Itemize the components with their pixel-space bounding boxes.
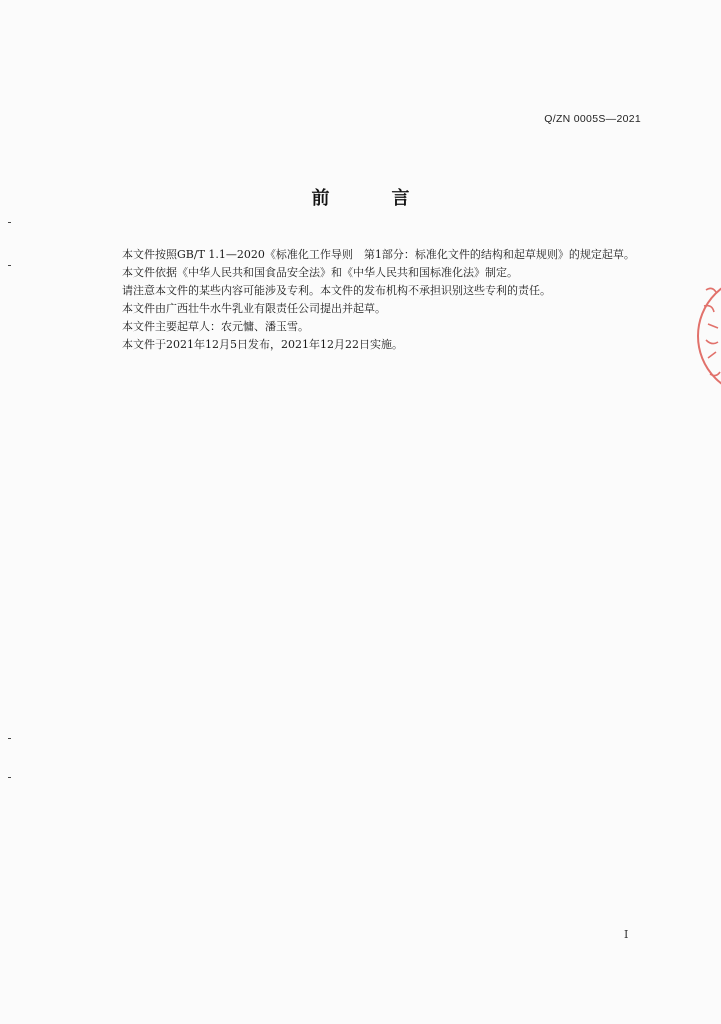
- page-number: I: [624, 928, 629, 941]
- margin-mark: [8, 265, 11, 266]
- margin-mark: [8, 738, 11, 739]
- paragraph-drafters: 本文件主要起草人：农元慵、潘玉雪。: [122, 320, 309, 333]
- paragraph-proposer: 本文件由广西壮牛水牛乳业有限责任公司提出并起草。: [122, 302, 386, 315]
- company-seal-stamp: [696, 266, 721, 406]
- paragraph-patent-notice: 请注意本文件的某些内容可能涉及专利。本文件的发布机构不承担识别这些专利的责任。: [122, 284, 551, 297]
- document-code: Q/ZN 0005S—2021: [544, 113, 641, 125]
- foreword-body: [100, 246, 645, 354]
- margin-mark: [8, 777, 11, 778]
- section-heading: 前 言: [311, 188, 432, 209]
- paragraph-legal-basis: 本文件依据《中华人民共和国食品安全法》和《中华人民共和国标准化法》制定。: [122, 266, 518, 279]
- paragraph-drafting-rules: 本文件按照GB/T 1.1—2020《标准化工作导则 第1部分：标准化文件的结构和起草规则》的规定起草。: [122, 248, 635, 261]
- margin-mark: [8, 222, 11, 223]
- paragraph-dates: 本文件于2021年12月5日发布，2021年12月22日实施。: [122, 338, 403, 351]
